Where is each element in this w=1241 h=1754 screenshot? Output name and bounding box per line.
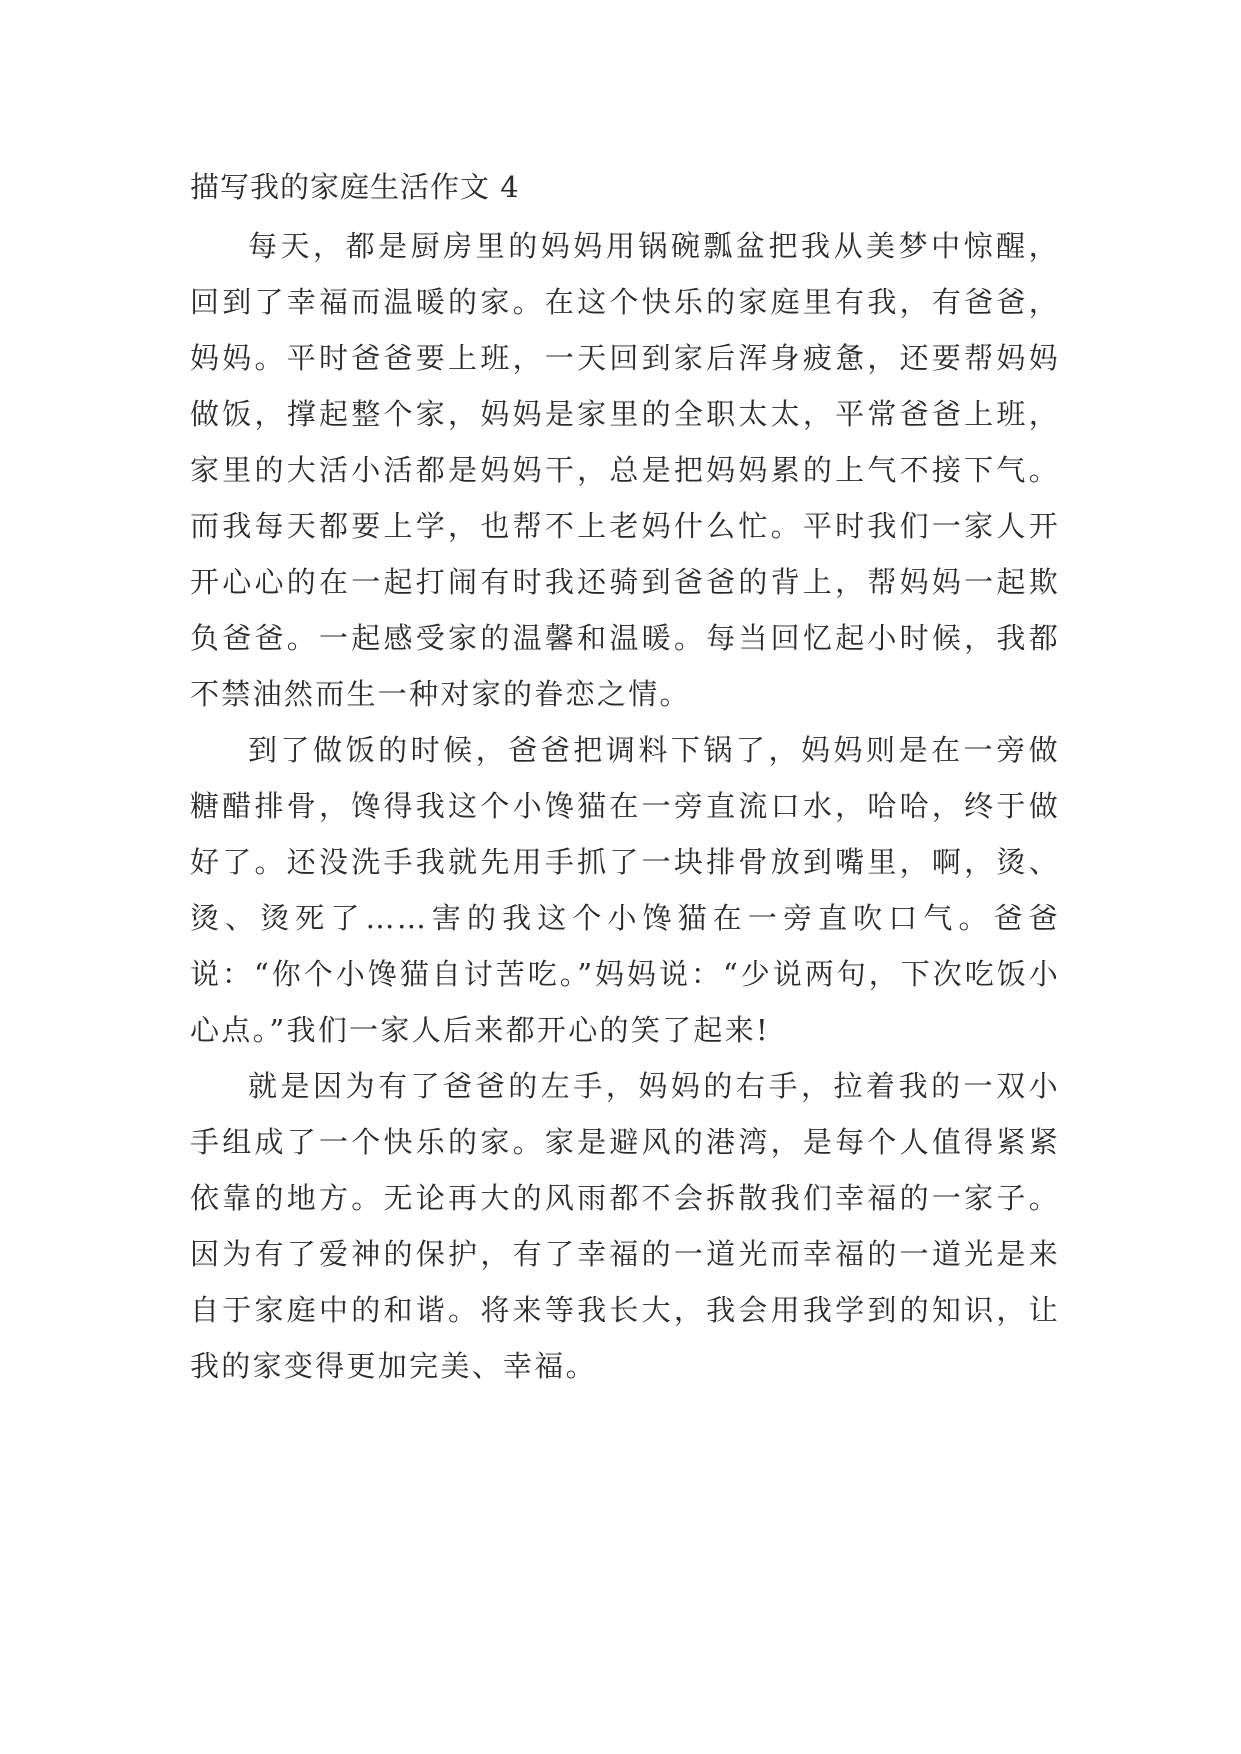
paragraph-3: 就是因为有了爸爸的左手，妈妈的右手，拉着我的一双小手组成了一个快乐的家。家是避风的港湾，是每个人值得紧紧依靠的地方。无论再大的风雨都不会拆散我们幸福的一家子。因为有了爱神的保护，有了幸福的一道光而幸福的一道光是来自于家庭中的和谐。将来等我长大，我会用我学到的知识，让我的家变得更加完美、幸福。: [190, 1069, 1060, 1383]
paragraph-1: 每天，都是厨房里的妈妈用锅碗瓢盆把我从美梦中惊醒，回到了幸福而温暖的家。在这个快乐的家庭里有我，有爸爸，妈妈。平时爸爸要上班，一天回到家后浑身疲惫，还要帮妈妈做饭，撑起整个家，妈妈是家里的全职太太，平常爸爸上班，家里的大活小活都是妈妈干，总是把妈妈累的上气不接下气。而我每天都要上学，也帮不上老妈什么忙。平时我们一家人开开心心的在一起打闹有时我还骑到爸爸的背上，帮妈妈一起欺负爸爸。一起感受家的温馨和温暖。每当回忆起小时候，我都不禁油然而生一种对家的眷恋之情。: [190, 229, 1060, 711]
document-body: [190, 162, 1060, 1394]
paragraph-2: 到了做饭的时候，爸爸把调料下锅了，妈妈则是在一旁做糖醋排骨，馋得我这个小馋猫在一旁直流口水，哈哈，终于做好了。还没洗手我就先用手抓了一块排骨放到嘴里，啊，烫、烫、烫死了……害的我这个小馋猫在一旁直吹口气。爸爸说：“你个小馋猫自讨苦吃。”妈妈说：“少说两句，下次吃饭小心点。”我们一家人后来都开心的笑了起来!: [190, 733, 1060, 1047]
document-title: 描写我的家庭生活作文 4: [190, 170, 520, 204]
